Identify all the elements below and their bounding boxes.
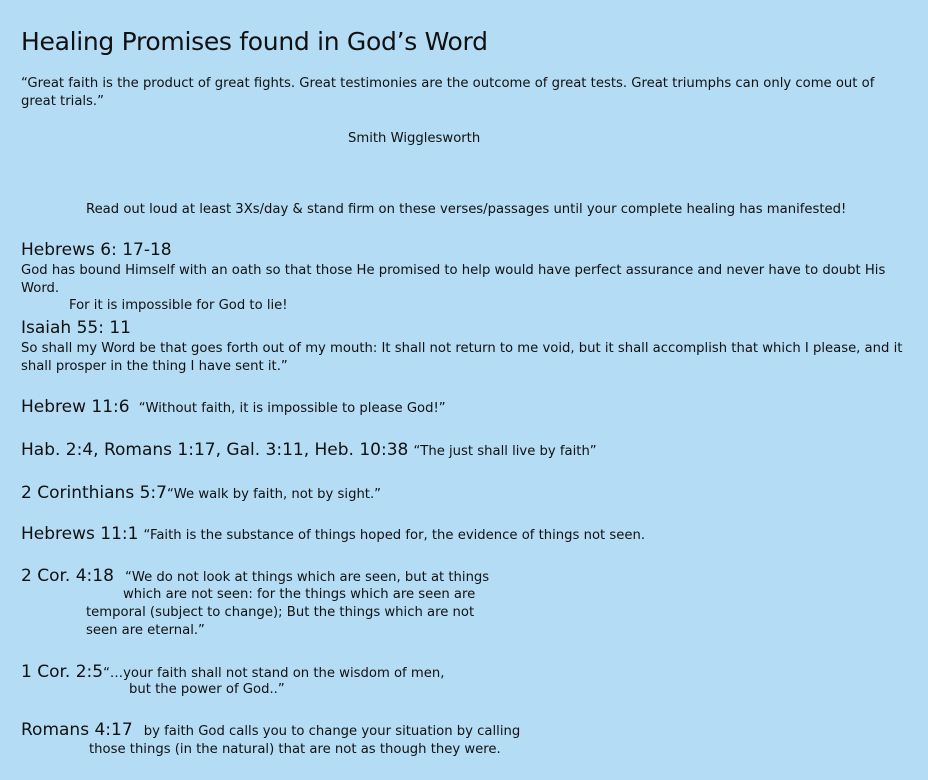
verse-text-hebrews-6: God has bound Himself with an oath so that those He promised to help would have perfect assurance and never have to doubt His Word. [21,263,886,296]
verse-text-hebrews-11-1: “Faith is the substance of things hoped for, the evidence of things not seen. [143,528,646,543]
verse-1-cor-2-5 [21,662,444,682]
verse-text-hab: “The just shall live by faith” [413,444,597,459]
verse-line: temporal (subject to change); But the things which are not [86,605,475,620]
verse-ref-romans-4-17: Romans 4:17 [21,720,133,740]
verse-ref-hab: Hab. 2:4, Romans 1:17, Gal. 3:11, Heb. 10:38 [21,440,409,460]
verse-romans-4-17 [21,720,520,740]
verse-text-2-corinthians-5-7: “We walk by faith, not by sight.” [166,487,381,502]
verse-ref-hebrews-11-1: Hebrews 11:1 [21,524,139,544]
verse-ref-hebrews-6: Hebrews 6: 17-18 [21,240,172,260]
verse-text-isaiah-55: So shall my Word be that goes forth out of my mouth: It shall not return to me void, but it shall accomplish that which I please, and it shall prosper in the thing I have sent it.” [21,341,903,374]
verse-hebrew-11-6 [21,397,446,417]
verse-line: by faith God calls you to change your situation by calling [143,724,521,739]
verse-ref-1-cor-2-5: 1 Cor. 2:5 [21,662,104,682]
reading-instruction: Read out loud at least 3Xs/day & stand firm on these verses/passages until your complete healing has manifested! [86,202,847,217]
verse-line: “…your faith shall not stand on the wisdom of men, [103,666,445,681]
verse-hebrews-11-1 [21,524,645,544]
verse-note-hebrews-6: For it is impossible for God to lie! [69,298,288,313]
verse-hab-2-4 [21,440,597,460]
verse-ref-2-corinthians-5-7: 2 Corinthians 5:7 [21,483,167,503]
verse-ref-hebrew-11-6: Hebrew 11:6 [21,397,130,417]
quote-author: Smith Wigglesworth [348,131,481,146]
verse-line: but the power of God..” [129,682,285,697]
verse-line: those things (in the natural) that are not as though they were. [89,742,501,757]
verse-2-corinthians-5-7 [21,483,381,503]
verse-line: which are not seen: for the things which are seen are [123,587,476,602]
verse-line: seen are eternal.” [86,623,205,638]
verse-line: “We do not look at things which are seen, but at things [125,570,490,585]
verse-2-cor-4-18 [21,566,489,586]
page-title: Healing Promises found in God’s Word [21,27,488,56]
quote-text: “Great faith is the product of great fights. Great testimonies are the outcome of great tests. Great triumphs can only come out of great trials.” [21,76,875,109]
verse-ref-isaiah-55: Isaiah 55: 11 [21,318,132,338]
verse-ref-2-cor-4-18: 2 Cor. 4:18 [21,566,114,586]
verse-text-hebrew-11-6: “Without faith, it is impossible to please God!” [138,401,446,416]
